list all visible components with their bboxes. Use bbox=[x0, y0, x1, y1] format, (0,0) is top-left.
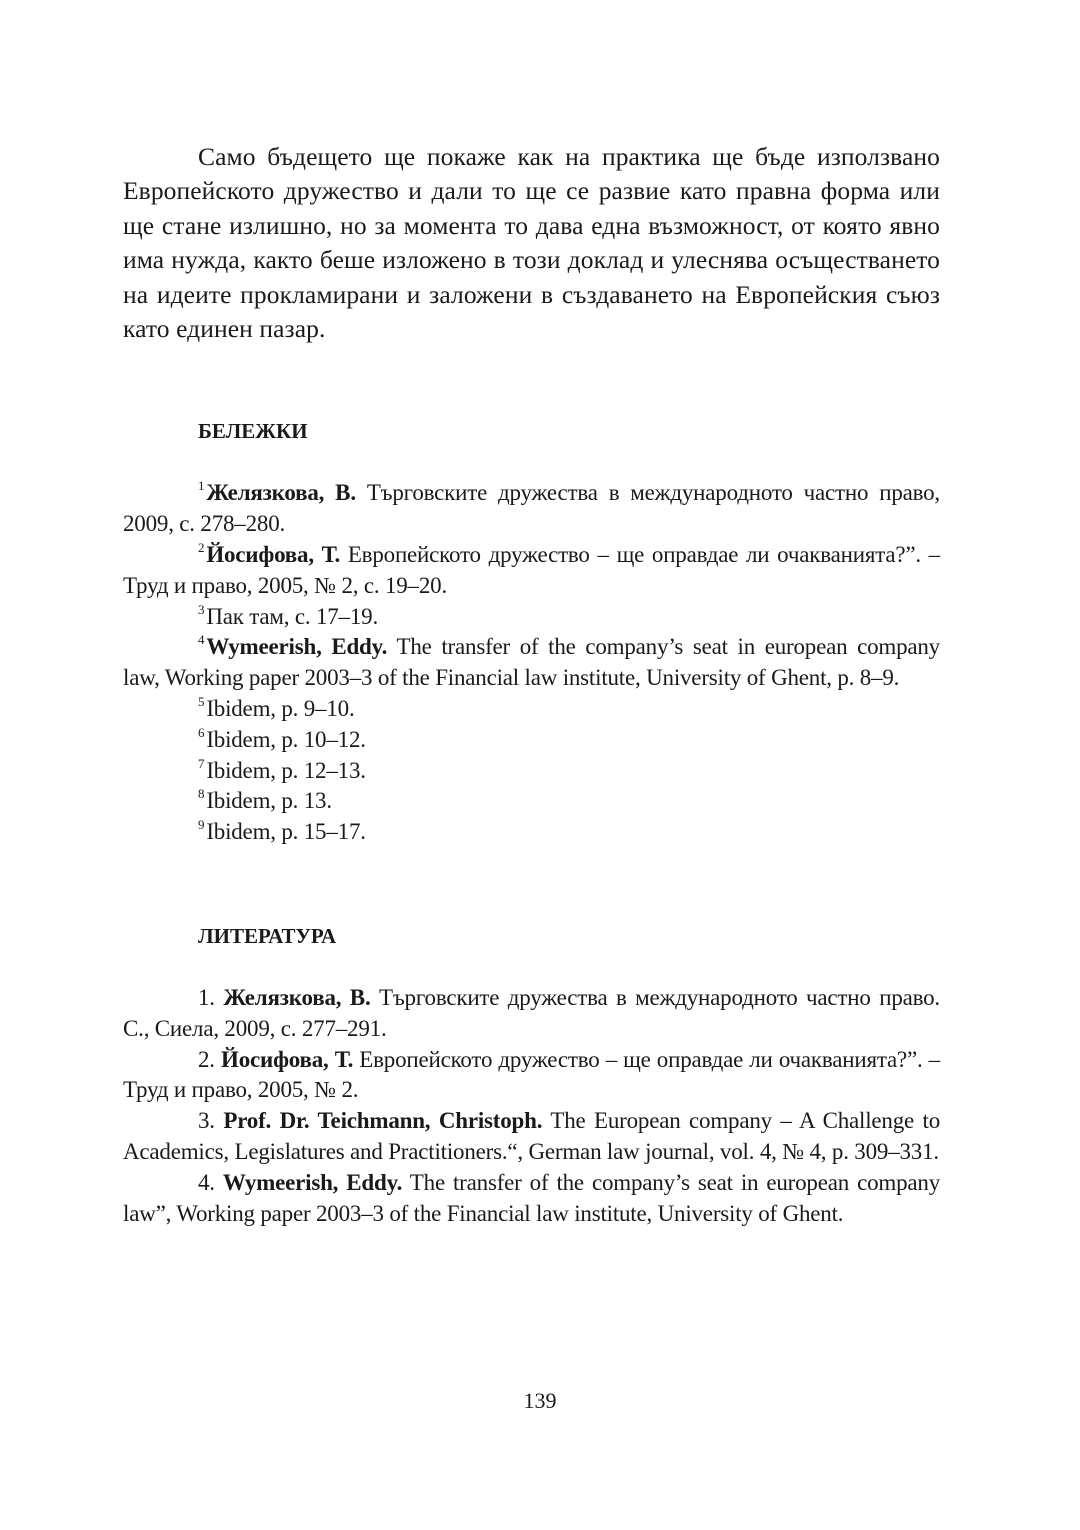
note-text: Европейското дружество – ще оправдае ли очакванията?”. – Труд и право, 2005, № 2, с. 19–20. bbox=[123, 542, 940, 598]
note-number: 7 bbox=[198, 755, 205, 771]
note-number: 6 bbox=[198, 724, 205, 740]
literature-author: Йосифова, Т. bbox=[221, 1046, 354, 1072]
literature-text: Европейското дружество – ще оправдае ли очакванията?”. – Труд и право, 2005, № 2. bbox=[123, 1046, 940, 1103]
note-item bbox=[123, 817, 940, 848]
note-number: 1 bbox=[198, 478, 205, 494]
note-number: 9 bbox=[198, 817, 205, 833]
note-item bbox=[123, 540, 940, 602]
note-author: Wymeerish, Eddy. bbox=[206, 634, 388, 660]
literature-number: 3. bbox=[198, 1108, 215, 1134]
literature-number: 1. bbox=[198, 985, 215, 1010]
note-text: Ibidem, p. 13. bbox=[206, 788, 332, 814]
note-number: 5 bbox=[198, 694, 205, 710]
note-item bbox=[123, 602, 940, 633]
literature-text: Търговските дружества в международното частно право. С., Сиела, 2009, с. 277–291. bbox=[123, 985, 940, 1041]
note-number: 8 bbox=[198, 786, 205, 802]
literature-heading: ЛИТЕРАТУРА bbox=[198, 924, 337, 948]
note-text: Ibidem, p. 15–17. bbox=[206, 819, 366, 845]
literature-text: The transfer of the company’s seat in european company law”, Working paper 2003–3 of the Financial law institute, University of Ghent. bbox=[123, 1169, 940, 1226]
note-text: The transfer of the company’s seat in european company law, Working paper 2003–3 of the Financial law institute, University of Ghent, p. 8–9. bbox=[123, 634, 940, 691]
literature-item bbox=[123, 1106, 940, 1168]
note-number: 4 bbox=[198, 632, 205, 648]
notes-heading: БЕЛЕЖКИ bbox=[198, 419, 308, 444]
note-text: Ibidem, p. 10–12. bbox=[206, 726, 366, 752]
literature-author: Wymeerish, Eddy. bbox=[222, 1169, 403, 1195]
literature-item bbox=[123, 983, 940, 1045]
notes-list bbox=[123, 478, 940, 848]
note-item bbox=[123, 725, 940, 756]
note-item bbox=[123, 786, 940, 817]
note-item bbox=[123, 478, 940, 540]
page-number: 139 bbox=[523, 1388, 557, 1413]
literature-list bbox=[123, 983, 940, 1229]
note-number: 2 bbox=[198, 540, 205, 556]
literature-author: Prof. Dr. Teichmann, Christoph. bbox=[223, 1108, 543, 1134]
page-content bbox=[123, 140, 940, 1229]
literature-item bbox=[123, 1045, 940, 1107]
main-paragraph: Само бъдещето ще покаже как на практика ще бъде използвано Европейското дружество и дали то ще се развие като правна форма или ще стане излишно, но за момента то дава една възможност, от която явно има нужда, както беше изложено в този доклад и улеснява осъществането на идеите прокламирани и заложени в създаването на Европейския съюз като единен пазар. bbox=[123, 142, 940, 344]
note-author: Йосифова, Т. bbox=[206, 542, 341, 568]
note-text: Ibidem, p. 12–13. bbox=[206, 757, 366, 783]
literature-text: The European company – A Challenge to Academics, Legislatures and Practitioners.“, German law journal, vol. 4, № 4, p. 309–331. bbox=[123, 1108, 941, 1164]
literature-number: 2. bbox=[198, 1046, 215, 1072]
literature-author: Желязкова, В. bbox=[223, 985, 371, 1010]
note-text: Пак там, с. 17–19. bbox=[206, 603, 379, 629]
note-number: 3 bbox=[198, 601, 205, 617]
literature-number: 4. bbox=[198, 1169, 215, 1195]
note-text: Ibidem, p. 9–10. bbox=[206, 696, 355, 722]
note-author: Желязкова, В. bbox=[206, 480, 356, 506]
note-item bbox=[123, 632, 940, 694]
literature-item bbox=[123, 1168, 940, 1230]
note-item bbox=[123, 756, 940, 787]
note-item bbox=[123, 694, 940, 725]
note-text: Търговските дружества в международното частно право, 2009, с. 278–280. bbox=[123, 480, 940, 537]
